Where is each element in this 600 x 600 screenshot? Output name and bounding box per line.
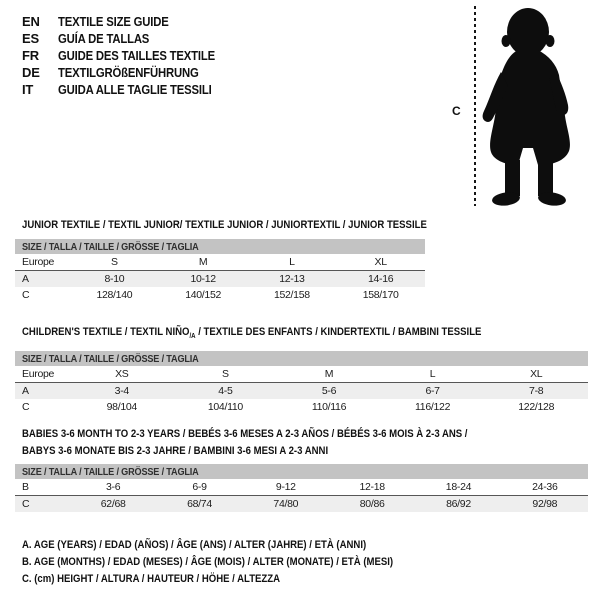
legend-line-b: [22, 554, 449, 571]
language-code: ES: [22, 31, 39, 46]
children-size-table: [15, 351, 588, 415]
cell: 86/92: [446, 498, 471, 510]
legend: [22, 537, 449, 588]
size-header-text: SIZE / TALLA / TAILLE / GRÖSSE / TAGLIA: [22, 352, 199, 365]
cell: 152/158: [273, 289, 310, 301]
cell: M: [198, 256, 208, 268]
size-header-text: SIZE / TALLA / TAILLE / GRÖSSE / TAGLIA: [22, 465, 199, 478]
cell: 116/122: [415, 401, 451, 413]
language-row: [22, 81, 238, 98]
height-measure-label: C: [452, 104, 461, 118]
cell: 6-9: [192, 481, 207, 493]
size-header-text: SIZE / TALLA / TAILLE / GRÖSSE / TAGLIA: [22, 240, 199, 253]
cell: S: [111, 256, 118, 268]
legend-text: C. (cm) HEIGHT / ALTURA / HAUTEUR / HÖHE / ALTEZZA: [22, 573, 281, 585]
table-row-height: [15, 287, 425, 303]
cell: 24-36: [532, 481, 558, 493]
cell: 8-10: [104, 273, 125, 285]
height-measure-dashed-line: [474, 6, 476, 206]
baby-silhouette-icon: [482, 2, 590, 208]
cell: 80/86: [359, 498, 385, 510]
cell: 68/74: [187, 498, 212, 510]
language-label: GUIDA ALLE TAGLIE TESSILI: [58, 82, 212, 97]
row-label: C: [22, 498, 30, 510]
size-header-row: [15, 464, 588, 479]
table-row-height: [15, 496, 588, 513]
cell: 5-6: [321, 385, 337, 397]
junior-size-table: [15, 239, 425, 303]
language-code: EN: [22, 14, 40, 29]
cell: 74/80: [273, 498, 299, 510]
babies-size-table: [15, 464, 588, 512]
legend-text: A. AGE (YEARS) / EDAD (AÑOS) / ÂGE (ANS) / ALTER (JAHRE) / ETÀ (ANNI): [22, 539, 367, 551]
cell: 6-7: [425, 385, 440, 397]
cell: 12-13: [279, 273, 305, 285]
title-part: / TEXTILE DES ENFANTS / KINDERTEXTIL / BAMBINI TESSILE: [195, 326, 482, 338]
cell: 4-5: [218, 385, 233, 397]
language-code: IT: [22, 82, 34, 97]
legend-text: B. AGE (MONTHS) / EDAD (MESES) / ÂGE (MOIS) / ALTER (MONATE) / ETÀ (MESI): [22, 556, 394, 568]
cell: 18-24: [445, 481, 472, 493]
cell: 92/98: [532, 498, 558, 510]
section-title-line1: BABIES 3-6 MONTH TO 2-3 YEARS / BEBÉS 3-6 MESES A 2-3 AÑOS / BÉBÉS 3-6 MOIS À 2-3 ANS /: [22, 428, 468, 440]
legend-line-a: [22, 537, 449, 554]
cell: XL: [374, 256, 387, 268]
language-code: FR: [22, 48, 39, 63]
row-label: Europe: [22, 256, 55, 268]
row-label: A: [22, 385, 29, 397]
cell: 10-12: [190, 273, 216, 285]
language-row: [22, 30, 238, 47]
size-header-bar: [15, 351, 588, 366]
cell: M: [324, 368, 334, 380]
section-title-junior: [22, 217, 487, 234]
language-label: TEXTILGRÖßENFÜHRUNG: [58, 65, 199, 80]
cell: 140/152: [185, 289, 222, 301]
cell: 104/110: [207, 401, 243, 413]
row-label: Europe: [22, 368, 55, 380]
cell: 7-8: [529, 385, 544, 397]
cell: 3-6: [106, 481, 121, 493]
cell: 14-16: [367, 273, 394, 285]
cell: XL: [530, 368, 543, 380]
row-label: A: [22, 273, 29, 285]
cell: L: [289, 256, 295, 268]
row-label: C: [22, 289, 30, 301]
language-row: [22, 64, 238, 81]
section-title-text: JUNIOR TEXTILE / TEXTIL JUNIOR/ TEXTILE JUNIOR / JUNIORTEXTIL / JUNIOR TESSILE: [22, 219, 427, 231]
language-code: DE: [22, 65, 40, 80]
cell: 122/128: [518, 401, 555, 413]
language-label: GUIDE DES TAILLES TEXTILE: [58, 48, 215, 63]
section-title-babies: [22, 426, 534, 460]
size-header-bar: [15, 239, 425, 254]
title-part: CHILDREN'S TEXTILE / TEXTIL NIÑO: [22, 326, 190, 338]
language-label: GUÍA DE TALLAS: [58, 31, 150, 46]
title-subscript: /A: [189, 333, 196, 341]
cell: 158/170: [362, 289, 399, 301]
size-header-row: [15, 351, 588, 366]
cell: S: [222, 368, 229, 380]
table-row-months: [15, 479, 588, 496]
cell: XS: [115, 368, 129, 380]
cell: 110/116: [311, 401, 347, 413]
cell: 128/140: [96, 289, 133, 301]
table-row-europe: [15, 254, 425, 271]
cell: 3-4: [114, 385, 129, 397]
row-label: C: [22, 401, 30, 413]
language-label: TEXTILE SIZE GUIDE: [58, 14, 169, 29]
legend-line-c: [22, 571, 449, 588]
language-row: [22, 47, 238, 64]
section-title-text: [22, 324, 481, 341]
size-header-row: [15, 239, 425, 254]
table-row-age: [15, 271, 425, 288]
cell: 98/104: [106, 401, 137, 413]
language-header: [22, 13, 238, 98]
cell: 12-18: [359, 481, 385, 493]
size-header-bar: [15, 464, 588, 479]
table-row-age: [15, 383, 588, 400]
section-title-line2: BABYS 3-6 MONATE BIS 2-3 JAHRE / BAMBINI 3-6 MESI A 2-3 ANNI: [22, 445, 329, 457]
row-label: B: [22, 481, 29, 493]
section-title-children: [22, 324, 550, 341]
table-row-europe: [15, 366, 588, 383]
cell: 9-12: [275, 481, 296, 493]
table-row-height: [15, 399, 588, 415]
language-row: [22, 13, 238, 30]
cell: 62/68: [100, 498, 126, 510]
cell: L: [429, 368, 436, 380]
